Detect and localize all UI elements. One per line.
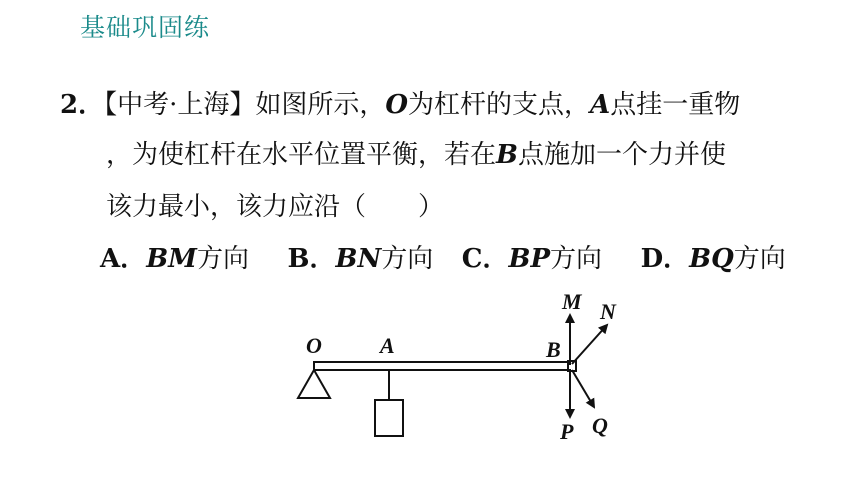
- arrow-bq: [572, 370, 594, 407]
- point-b-ref: B: [496, 140, 518, 170]
- question-source: 【中考·上海】: [104, 90, 256, 120]
- fulcrum-triangle: [298, 370, 330, 398]
- label-b: B: [546, 337, 561, 362]
- arrow-bn: [572, 325, 607, 364]
- weight-block: [375, 400, 403, 436]
- option-b[interactable]: B．BN方向: [287, 244, 434, 274]
- label-m: M: [562, 289, 582, 314]
- option-c[interactable]: C．BP方向: [461, 244, 603, 274]
- point-o-ref: O: [385, 90, 409, 120]
- question-text-2a: ，为使杠杆在水平位置平衡，若在: [106, 140, 497, 170]
- question-text-3: 该力最小，该力应沿（ ）: [106, 192, 445, 222]
- question-text-1c: 点挂一重物: [610, 90, 741, 120]
- label-o: O: [306, 333, 322, 358]
- question-text-2b: 点施加一个力并使: [518, 140, 727, 170]
- question-text-1b: 为杠杆的支点，: [408, 90, 591, 120]
- question-line-1: [60, 84, 740, 121]
- question-line-3: [106, 186, 444, 223]
- question-number: 2．: [60, 90, 105, 120]
- label-n: N: [600, 299, 616, 324]
- option-d[interactable]: D．BQ方向: [640, 244, 786, 274]
- lever-diagram: [280, 285, 640, 460]
- label-q: Q: [592, 413, 608, 438]
- question-line-2: [106, 134, 726, 171]
- label-p: P: [560, 419, 574, 444]
- question-text-1a: 如图所示，: [255, 90, 386, 120]
- options-line: [100, 238, 786, 275]
- point-a-ref: A: [590, 90, 611, 120]
- option-a[interactable]: A．BM方向: [100, 244, 249, 274]
- lever-bar: [314, 362, 572, 370]
- section-title: 基础巩固练: [80, 13, 211, 42]
- label-a: A: [380, 333, 395, 358]
